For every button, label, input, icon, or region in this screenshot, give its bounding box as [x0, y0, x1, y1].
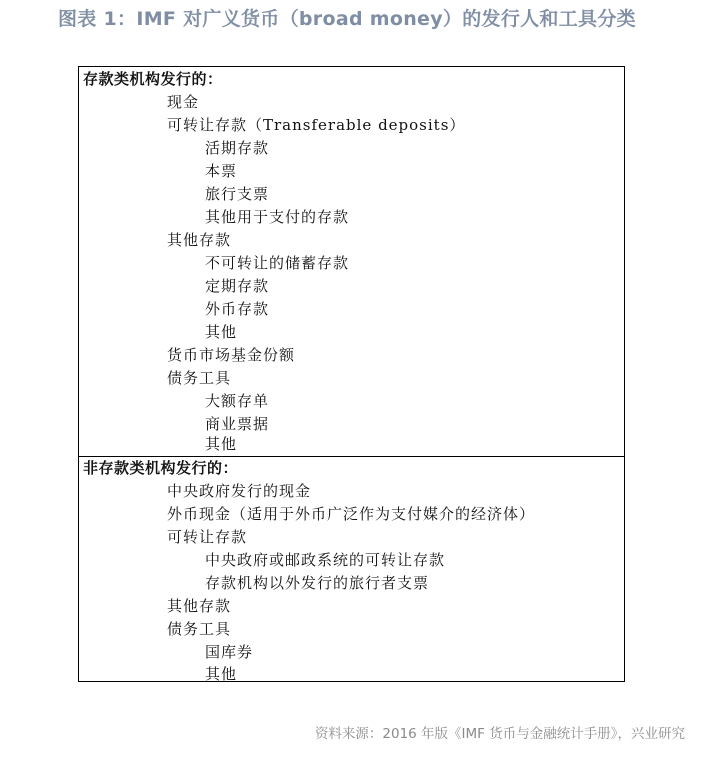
- list-item: 其他用于支付的存款: [205, 208, 350, 226]
- list-item: 货币市场基金份额: [167, 346, 296, 364]
- list-item: 可转让存款（Transferable deposits）: [167, 116, 466, 134]
- figure-title: 图表 1：IMF 对广义货币（broad money）的发行人和工具分类: [58, 8, 636, 30]
- list-item: 中央政府发行的现金: [167, 482, 312, 500]
- list-item: 商业票据: [205, 415, 270, 433]
- section-heading: 存款类机构发行的：: [83, 70, 223, 88]
- list-item: 外币现金（适用于外币广泛作为支付媒介的经济体）: [167, 505, 536, 523]
- list-item: 债务工具: [167, 369, 232, 387]
- list-item: 定期存款: [205, 277, 270, 295]
- list-item: 存款机构以外发行的旅行者支票: [205, 574, 430, 592]
- list-item: 外币存款: [205, 300, 270, 318]
- source-note: 资料来源：2016 年版《IMF 货币与金融统计手册》，兴业研究: [314, 726, 685, 742]
- list-item: 其他存款: [167, 231, 232, 249]
- section-non-depository-institutions: [79, 456, 624, 681]
- list-item: 其他: [205, 435, 238, 453]
- list-item: 现金: [167, 93, 200, 111]
- list-item: 其他: [205, 323, 238, 341]
- list-item: 中央政府或邮政系统的可转让存款: [205, 551, 446, 569]
- list-item: 本票: [205, 162, 238, 180]
- section-heading: 非存款类机构发行的：: [83, 459, 239, 477]
- list-item: 不可转让的储蓄存款: [205, 254, 350, 272]
- section-depository-institutions: [79, 67, 624, 456]
- list-item: 活期存款: [205, 139, 270, 157]
- classification-table: [78, 66, 625, 682]
- list-item: 其他: [205, 665, 238, 683]
- list-item: 其他存款: [167, 597, 232, 615]
- list-item: 大额存单: [205, 392, 270, 410]
- list-item: 国库券: [205, 643, 254, 661]
- list-item: 旅行支票: [205, 185, 270, 203]
- list-item: 债务工具: [167, 620, 232, 638]
- list-item: 可转让存款: [167, 528, 248, 546]
